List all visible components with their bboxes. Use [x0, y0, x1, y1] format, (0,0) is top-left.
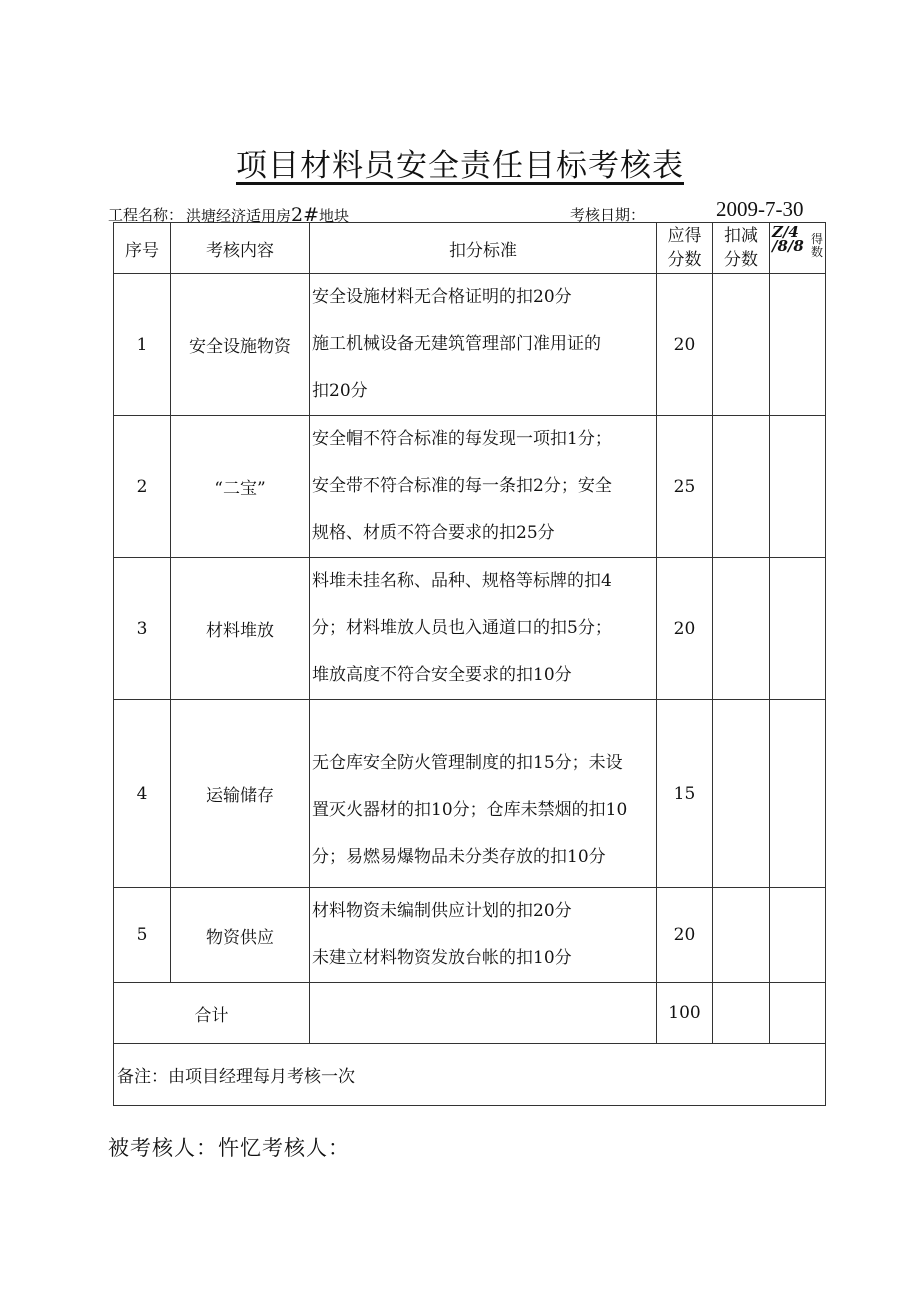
total-deduct — [713, 983, 770, 1044]
row-score: 20 — [657, 558, 713, 700]
table-row — [114, 888, 826, 983]
header-no: 序号 — [114, 223, 171, 274]
criteria-line: 安全设施材料无合格证明的扣20分 — [312, 287, 572, 307]
row-content: 运输储存 — [171, 700, 310, 888]
row-criteria — [310, 416, 657, 558]
row-content: 材料堆放 — [171, 558, 310, 700]
table-row — [114, 558, 826, 700]
row-deduct — [713, 888, 770, 983]
criteria-line: 分；材料堆放人员也入通道口的扣5分； — [312, 618, 612, 638]
project-label: 工程名称： — [108, 206, 184, 224]
header-deduct — [713, 223, 770, 274]
row-no: 1 — [114, 274, 171, 416]
header-actual-glyph-line2: /8/8 — [772, 237, 804, 255]
criteria-line: 材料物资未编制供应计划的扣20分 — [312, 901, 572, 921]
row-score: 20 — [657, 888, 713, 983]
signature-line: 被考核人：忤忆考核人： — [108, 1136, 350, 1160]
total-score: 100 — [657, 983, 713, 1044]
header-content: 考核内容 — [171, 223, 310, 274]
criteria-line: 安全带不符合标准的每一条扣2分；安全 — [312, 476, 612, 496]
header-actual-small-line2: 数 — [810, 245, 823, 259]
criteria-line: 料堆未挂名称、品种、规格等标牌的扣4 — [312, 571, 612, 591]
header-actual — [770, 223, 826, 274]
header-row — [114, 223, 826, 274]
criteria-line: 未建立材料物资发放台帐的扣10分 — [312, 948, 572, 968]
criteria-line: 规格、材质不符合要求的扣25分 — [312, 523, 555, 543]
row-actual — [770, 888, 826, 983]
criteria-line: 扣20分 — [312, 381, 368, 401]
row-deduct — [713, 416, 770, 558]
page-title: 项目材料员安全责任目标考核表 — [236, 148, 684, 184]
criteria-line: 分；易燃易爆物品未分类存放的扣10分 — [312, 847, 606, 867]
form-meta — [0, 197, 920, 226]
row-score: 25 — [657, 416, 713, 558]
header-deduct-line2: 分数 — [724, 250, 758, 270]
date-value: 2009-7-30 — [716, 197, 804, 221]
project-value-part-a: 洪塘经济适用房 — [186, 207, 292, 225]
table-row — [114, 416, 826, 558]
row-content: 物资供应 — [171, 888, 310, 983]
criteria-line: 安全帽不符合标准的每发现一项扣1分； — [312, 429, 612, 449]
row-no: 5 — [114, 888, 171, 983]
row-deduct — [713, 700, 770, 888]
date-label: 考核日期： — [570, 206, 646, 224]
row-actual — [770, 700, 826, 888]
header-actual-glyph — [772, 225, 804, 253]
criteria-line: 堆放高度不符合安全要求的扣10分 — [312, 665, 572, 685]
assessment-table — [113, 222, 826, 1106]
row-actual — [770, 416, 826, 558]
header-deduct-line1: 扣减 — [724, 226, 758, 246]
table-row — [114, 700, 826, 888]
row-content: 安全设施物资 — [171, 274, 310, 416]
total-criteria — [310, 983, 657, 1044]
note-text: 备注：由项目经理每月考核一次 — [114, 1044, 826, 1106]
row-content: “二宝” — [171, 416, 310, 558]
row-no: 4 — [114, 700, 171, 888]
header-actual-glyph-line1: Z/4 — [772, 223, 799, 241]
note-row — [114, 1044, 826, 1106]
project-value-part-b: 2# — [291, 204, 320, 226]
row-actual — [770, 274, 826, 416]
row-score: 15 — [657, 700, 713, 888]
table-row — [114, 274, 826, 416]
row-criteria — [310, 888, 657, 983]
project-value-part-c: 地块 — [319, 207, 350, 225]
total-row — [114, 983, 826, 1044]
header-should-score-line1: 应得 — [667, 226, 702, 246]
row-no: 2 — [114, 416, 171, 558]
header-should-score-line2: 分数 — [667, 250, 702, 270]
header-criteria: 扣分标准 — [310, 223, 657, 274]
total-label: 合计 — [114, 983, 310, 1044]
row-no: 3 — [114, 558, 171, 700]
total-actual — [770, 983, 826, 1044]
header-actual-small — [811, 233, 823, 259]
row-criteria — [310, 700, 657, 888]
row-criteria — [310, 558, 657, 700]
criteria-line: 置灭火器材的扣10分；仓库未禁烟的扣10 — [312, 800, 628, 820]
criteria-line: 无仓库安全防火管理制度的扣15分；未设 — [312, 753, 623, 773]
row-criteria — [310, 274, 657, 416]
row-actual — [770, 558, 826, 700]
criteria-line: 施工机械设备无建筑管理部门准用证的 — [312, 334, 601, 354]
header-should-score — [657, 223, 713, 274]
row-deduct — [713, 274, 770, 416]
row-deduct — [713, 558, 770, 700]
header-actual-small-line1: 得 — [810, 232, 823, 246]
row-score: 20 — [657, 274, 713, 416]
